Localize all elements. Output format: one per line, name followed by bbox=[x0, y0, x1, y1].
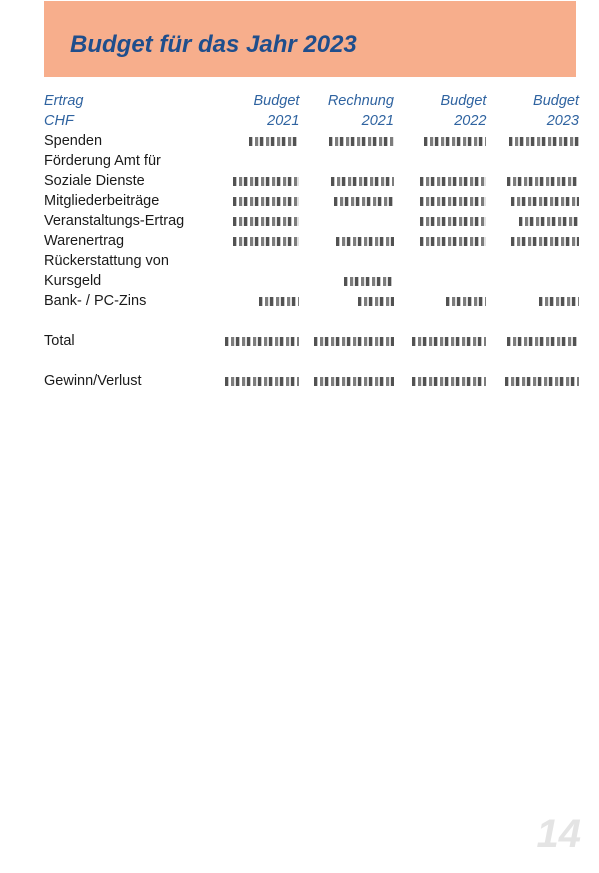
total-label: Total bbox=[44, 333, 75, 349]
col-header-budget-2022: Budget bbox=[440, 93, 487, 109]
row-gewinn-verlust bbox=[44, 371, 579, 391]
row-kursgeld bbox=[44, 271, 579, 291]
redacted-value bbox=[225, 337, 299, 346]
redacted-value bbox=[233, 197, 299, 206]
header-row-2 bbox=[44, 111, 579, 131]
row-label: Soziale Dienste bbox=[44, 173, 145, 189]
row-veranstaltungs-ertrag bbox=[44, 211, 579, 231]
redacted-value bbox=[539, 297, 579, 306]
redacted-value bbox=[233, 177, 299, 186]
redacted-value bbox=[507, 177, 579, 186]
row-rueckerstattung bbox=[44, 251, 579, 271]
row-label: Kursgeld bbox=[44, 273, 102, 289]
label-header-ertrag: Ertrag bbox=[44, 93, 84, 109]
page-number: 14 bbox=[536, 812, 581, 856]
redacted-value bbox=[519, 217, 579, 226]
redacted-value bbox=[233, 217, 299, 226]
page-title: Budget für das Jahr 2023 bbox=[70, 31, 357, 58]
redacted-value bbox=[344, 277, 394, 286]
col-header-rechnung-2021: Rechnung bbox=[327, 93, 394, 109]
row-label: Warenertrag bbox=[44, 233, 125, 249]
redacted-value bbox=[314, 337, 394, 346]
budget-table bbox=[44, 91, 579, 391]
redacted-value bbox=[329, 137, 394, 146]
redacted-value bbox=[420, 177, 486, 186]
redacted-value bbox=[505, 377, 579, 386]
redacted-value bbox=[336, 237, 394, 246]
row-label: Bank- / PC-Zins bbox=[44, 293, 147, 309]
row-spenden bbox=[44, 131, 579, 151]
col-year-4: 2023 bbox=[546, 113, 579, 129]
redacted-value bbox=[334, 197, 394, 206]
row-warenertrag bbox=[44, 231, 579, 251]
redacted-value bbox=[446, 297, 486, 306]
header-row-1 bbox=[44, 91, 579, 111]
spacer-row bbox=[44, 351, 579, 371]
row-total bbox=[44, 331, 579, 351]
redacted-value bbox=[412, 337, 486, 346]
result-label: Gewinn/Verlust bbox=[44, 373, 142, 389]
table-body bbox=[44, 131, 579, 391]
col-year-1: 2021 bbox=[267, 113, 300, 129]
redacted-value bbox=[331, 177, 394, 186]
redacted-value bbox=[358, 297, 394, 306]
row-foerderung bbox=[44, 151, 579, 171]
redacted-value bbox=[420, 237, 486, 246]
row-label: Mitgliederbeiträge bbox=[44, 193, 160, 209]
title-band bbox=[44, 1, 576, 77]
redacted-value bbox=[420, 197, 486, 206]
redacted-value bbox=[424, 137, 486, 146]
redacted-value bbox=[225, 377, 299, 386]
redacted-value bbox=[249, 137, 299, 146]
row-label: Spenden bbox=[44, 133, 103, 149]
redacted-value bbox=[412, 377, 486, 386]
spacer-row bbox=[44, 311, 579, 331]
col-year-2: 2021 bbox=[361, 113, 394, 129]
col-header-budget-2023: Budget bbox=[533, 93, 579, 109]
redacted-value bbox=[420, 217, 486, 226]
col-year-3: 2022 bbox=[454, 113, 487, 129]
row-label: Förderung Amt für bbox=[44, 153, 161, 169]
label-header-chf: CHF bbox=[44, 113, 74, 129]
row-label: Veranstaltungs-Ertrag bbox=[44, 213, 185, 229]
redacted-value bbox=[511, 197, 579, 206]
row-label: Rückerstattung von bbox=[44, 253, 169, 269]
row-bank-pc-zins bbox=[44, 291, 579, 311]
redacted-value bbox=[509, 137, 579, 146]
col-header-budget-2021: Budget bbox=[253, 93, 300, 109]
redacted-value bbox=[259, 297, 299, 306]
row-mitgliederbeitraege bbox=[44, 191, 579, 211]
redacted-value bbox=[233, 237, 299, 246]
redacted-value bbox=[314, 377, 394, 386]
redacted-value bbox=[507, 337, 579, 346]
row-soziale-dienste bbox=[44, 171, 579, 191]
redacted-value bbox=[511, 237, 579, 246]
